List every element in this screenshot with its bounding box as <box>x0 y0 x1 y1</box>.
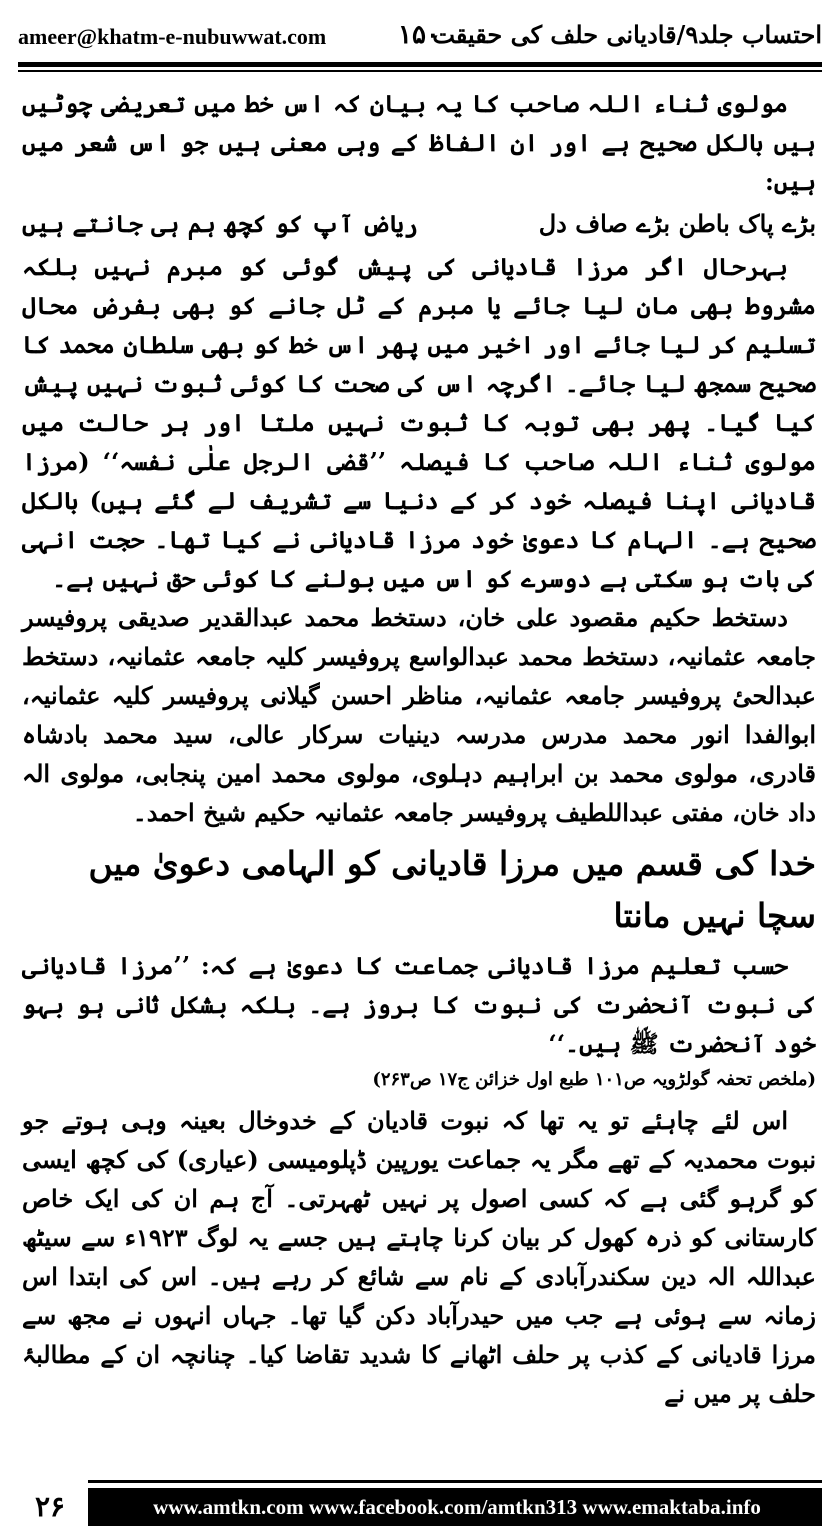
footer-rule <box>88 1480 822 1483</box>
paragraph-4: حسب تعلیم مرزا قادیانی جماعت کا دعویٰ ہے کہ: ’’مرزا قادیانی کی نبوت آنحضرت کی نبوت کا بروز ہے۔ بلکہ بشکل ثانی ہو بہو خود آنحضرت ﷺ ہیں۔‘‘ <box>22 951 816 1058</box>
page-body <box>22 84 816 1413</box>
header-rule-thick <box>18 62 822 67</box>
poetry-couplet <box>22 203 816 245</box>
couplet-first-line: بڑے پاک باطن بڑے صاف دل <box>538 209 816 238</box>
footer-page-number: ۲۶ <box>18 1488 82 1526</box>
paragraph-1: مولوی ثناء اللہ صاحب کا یہ بیان کہ اس خط میں تعریضی چوٹیں ہیں بالکل صحیح ہے اور ان الفاظ کے وہی معنی ہیں جو اس شعر میں ہیں: <box>22 89 816 196</box>
header-title: احتساب جلد۹/قادیانی حلف کی حقیقت <box>432 20 822 49</box>
header-rule-thin <box>18 70 822 72</box>
page-footer <box>18 1488 822 1526</box>
signatories-paragraph: دستخط حکیم مقصود علی خان، دستخط محمد عبدالقدیر صدیقی پروفیسر جامعہ عثمانیہ، دستخط محمد عبدالواسع پروفیسر کلیہ جامعہ عثمانیہ، دستخط عبدالحیٔ پروفیسر جامعہ عثمانیہ، مناظر احسن گیلانی پروفیسر کلیہ عثمانیہ، ابوالفدا انور محمد مدرس مدرسہ دینیات سرکار عالی، سید محمد بادشاہ قادری، مولوی محمد بن ابراہیم دہلوی، مولوی محمد امین پنجابی، مولوی الہ داد خان، مفتی عبداللطیف پروفیسر جامعہ عثمانیہ حکیم شیخ احمد۔ <box>22 603 816 827</box>
page-header <box>18 18 822 58</box>
footer-links: www.amtkn.com www.facebook.com/amtkn313 www.emaktaba.info <box>153 1495 761 1519</box>
header-page-number: ۱۵۰ <box>398 20 440 50</box>
paragraph-2: بہرحال اگر مرزا قادیانی کی پیش گوئی کو مبرم نہیں بلکہ مشروط بھی مان لیا جائے یا مبرم کے ٹل جانے کو بھی بفرض محال تسلیم کر لیا جائے اور اخیر میں پھر اس خط کو بھی سلطان محمد کا صحیح سمجھ لیا جائے۔ اگرچہ اس کی صحت کا کوئی ثبوت نہیں پیش کیا گیا۔ پھر بھی توبہ کا ثبوت نہیں ملتا اور ہر حالت میں مولوی ثناء اللہ صاحب کا فیصلہ ’’قضی الرجل علٰی نفسہ‘‘ (مرزا قادیانی اپنا فیصلہ خود کر کے دنیا سے تشریف لے گئے ہیں) بالکل صحیح ہے۔ الہام کا دعویٰ خود مرزا قادیانی نے کیا تھا۔ حجت انہی کی بات ہو سکتی ہے دوسرے کو اس میں بولنے کا کوئی حق نہیں ہے۔ <box>22 252 816 593</box>
section-heading: خدا کی قسم میں مرزا قادیانی کو الہامی دعویٰ میں سچا نہیں مانتا <box>88 844 816 935</box>
couplet-second-line: ریاض آپ کو کچھ ہم ہی جانتے ہیں <box>22 209 418 238</box>
reference-citation: (ملخص تحفہ گولڑویہ ص۱۰۱ طبع اول خزائن ج۱۷ ص۲۶۳) <box>372 1069 816 1090</box>
header-email: ameer@khatm-e-nubuwwat.com <box>18 24 327 49</box>
paragraph-5: اس لئے چاہئے تو یہ تھا کہ نبوت قادیان کے خدوخال بعینہ وہی ہوتے جو نبوت محمدیہ کے تھے مگر یہ جماعت یورپین ڈپلومیسی (عیاری) کی کچھ ایسی کو گرہو گئی ہے کہ کسی اصول پر نہیں ٹھہرتی۔ آج ہم ان کی ایک خاص کارستانی کو ذرہ کھول کر بیان کرنا چاہتے ہیں جسے یہ لوگ ۱۹۲۳ء سے سیٹھ عبداللہ الہ دین سکندرآبادی کے نام سے شائع کر رہے ہیں۔ اس کی ابتدا اس زمانہ سے ہوئی ہے جب میں حیدرآباد دکن گیا تھا۔ جہاں انہوں نے مجھ سے مرزا قادیانی کے کذب پر حلف اٹھانے کا شدید تقاضا کیا۔ چنانچہ ان کے مطالبۂ حلف پر میں نے <box>22 1106 816 1408</box>
